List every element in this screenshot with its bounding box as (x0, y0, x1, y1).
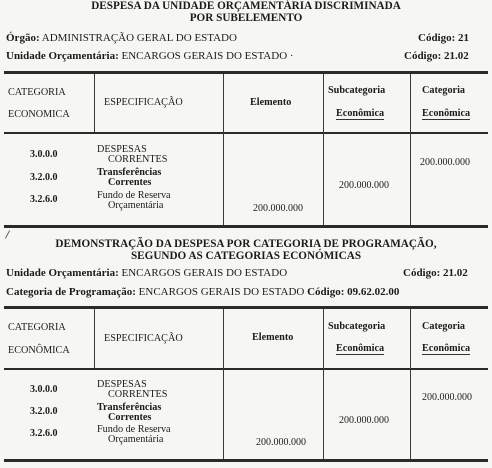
table1-col-subcategoria-l2: Econômica (336, 108, 385, 119)
categoria-programacao-value: ENCARGOS GERAIS DO ESTADO (138, 286, 305, 298)
table2-row2-spec-l1: Transferências (97, 402, 162, 413)
table2-top-rule (4, 306, 488, 309)
table1-row1-spec-l1: DESPESAS (97, 144, 147, 155)
table2-row3-spec-l1: Fundo de Reserva (97, 424, 171, 435)
orgao-label: Órgão: (6, 32, 40, 44)
table2-header-rule (4, 368, 488, 370)
table2-row1-spec-l1: DESPESAS (97, 379, 147, 390)
table2-row2-subcategoria: 200.000.000 (339, 415, 389, 426)
table2-row1-categoria: 200.000.000 (422, 392, 472, 403)
categoria-programacao-codigo-label: Código: (307, 286, 345, 298)
table2-row3-spec-l2: Orçamentária (108, 434, 164, 445)
table2-col-especificacao: ESPECIFICAÇÃO (104, 333, 183, 344)
table2-vline-1 (94, 309, 95, 368)
table1-row3-spec-l1: Fundo de Reserva (97, 190, 171, 201)
orgao-codigo-value: 21 (458, 32, 470, 44)
table2-row2-code: 3.2.0.0 (30, 406, 58, 417)
table1-col-categoria-l1: CATEGORIA (8, 87, 66, 98)
table1-row2-subcategoria: 200.000.000 (339, 180, 389, 191)
section2-unidade-codigo-value: 21.02 (443, 267, 468, 279)
unidade-line (6, 50, 294, 62)
table1-col-categoria2-l1: Categoria (422, 85, 465, 96)
table1-vline-2 (223, 74, 224, 225)
section2-title-line1: DEMONSTRAÇÃO DA DESPESA POR CATEGORIA DE PROGRAMAÇÃO, (55, 238, 437, 250)
section2-unidade-label: Unidade Orçamentária: (6, 267, 119, 279)
unidade-value: ENCARGOS GERAIS DO ESTADO · (121, 50, 294, 62)
table1-bottom-rule (4, 225, 488, 228)
table1-top-rule (4, 71, 488, 74)
table1-col-especificacao: ESPECIFICAÇÃO (104, 97, 183, 108)
unidade-codigo-value: 21.02 (444, 50, 469, 62)
table2-row3-elemento: 200.000.000 (256, 437, 306, 448)
orgao-codigo (418, 32, 469, 44)
table1-row3-code: 3.2.6.0 (30, 194, 58, 205)
unidade-codigo (404, 50, 469, 62)
orgao-value: ADMINISTRAÇÃO GERAL DO ESTADO (41, 32, 237, 44)
table1-row1-spec-l2: CORRENTES (108, 154, 168, 165)
table1-vline-4 (410, 74, 411, 225)
categoria-programacao-codigo-value: 09.62.02.00 (347, 286, 400, 298)
table1-col-categoria-l2: ECONOMICA (8, 109, 70, 120)
table2-row1-code: 3.0.0.0 (30, 384, 58, 395)
orgao-codigo-label: Código: (418, 32, 456, 44)
table1-vline-3 (323, 74, 324, 225)
section2-unidade-value: ENCARGOS GERAIS DO ESTADO (121, 267, 288, 279)
table2-row1-spec-l2: CORRENTES (108, 389, 168, 400)
table1-row2-spec-l1: Transferências (97, 167, 162, 178)
table1-row3-elemento: 200.000.000 (253, 203, 303, 214)
table2-bottom-rule (4, 459, 488, 462)
table1-row3-spec-l2: Orçamentária (108, 200, 164, 211)
table2-row3-code: 3.2.6.0 (30, 428, 58, 439)
section2-unidade-line (6, 267, 287, 279)
table2-col-subcategoria-l2: Econômica (336, 343, 385, 354)
table2-vline-2 (223, 309, 224, 459)
table2-col-elemento: Elemento (252, 332, 294, 343)
table1-row2-code: 3.2.0.0 (30, 172, 58, 183)
table2-vline-3 (323, 309, 324, 459)
section2-unidade-codigo-label: Código: (403, 267, 441, 279)
table2-col-categoria2-l1: Categoria (422, 321, 465, 332)
categoria-programacao-label: Categoria de Programação: (6, 286, 136, 298)
table1-header-rule (4, 132, 488, 134)
table2-col-categoria-l2: ECONÔMICA (8, 345, 70, 356)
table1-col-elemento: Elemento (250, 97, 292, 108)
section1-title-line2: POR SUBELEMENTO (189, 12, 303, 24)
table1-row2-spec-l2: Correntes (108, 177, 152, 188)
table2-col-categoria2-l2: Econômica (422, 343, 471, 354)
table1-col-categoria2-l2: Econômica (422, 108, 471, 119)
table2-vline-4 (410, 309, 411, 459)
table1-vline-1 (94, 74, 95, 132)
section2-title-line2: SEGUNDO AS CATEGORIAS ECONÓMICAS (130, 250, 362, 262)
categoria-programacao-line (6, 286, 399, 298)
table1-col-subcategoria-l1: Subcategoria (328, 85, 386, 96)
table2-col-subcategoria-l1: Subcategoria (328, 321, 386, 332)
unidade-codigo-label: Código: (404, 50, 442, 62)
table2-col-categoria-l1: CATEGORIA (8, 322, 66, 333)
unidade-label: Unidade Orçamentária: (6, 50, 119, 62)
table1-row1-categoria: 200.000.000 (420, 157, 470, 168)
table1-row1-code: 3.0.0.0 (30, 149, 58, 160)
section2-unidade-codigo (403, 267, 468, 279)
table2-row2-spec-l2: Correntes (108, 412, 152, 423)
orgao-line (6, 32, 237, 44)
section1-title-line1: DESPESA DA UNIDADE ORÇAMENTÁRIA DISCRIMINADA (91, 0, 401, 12)
